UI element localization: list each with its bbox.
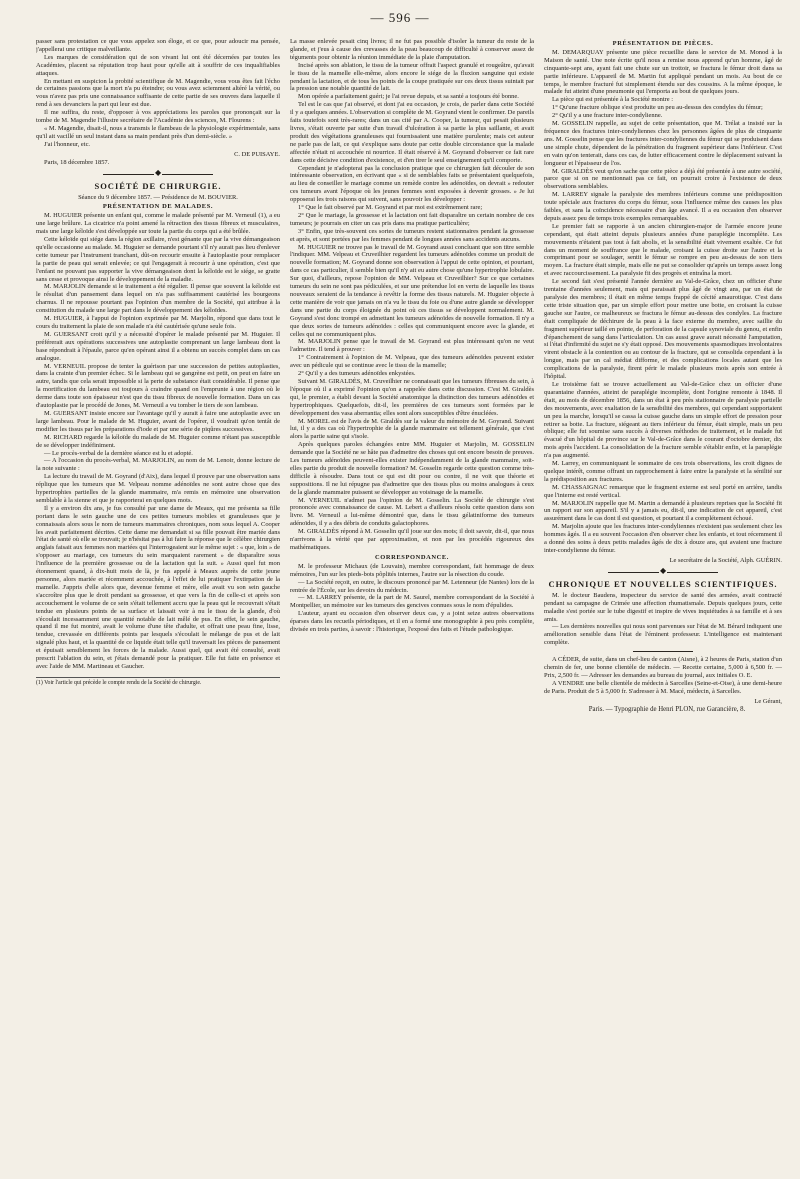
- paragraph: M. MARJOLIN rappelle que M. Martin a demandé à plusieurs reprises que la Société fit un rapport sur son appareil. S'il y a jamais eu, dit-il, une indication de cet appareil, c'est assurément dans le cas dont il est question, et pourtant il a complétement échoué.: [544, 499, 782, 523]
- column-1: [36, 38, 280, 1158]
- paragraph: M. MARJOLIN pense que le travail de M. Goyrand est plus intéressant qu'on ne veut l'admettre. Il tend à prouver :: [290, 338, 534, 354]
- paragraph: Mon opérée a parfaitement guéri; je l'ai revue depuis, et sa santé a toujours été bonne.: [298, 93, 519, 101]
- paragraph: Cette kéloïde qui siége dans la région axillaire, n'est génante que par la vive démangeaison qu'elle occasionne au malade. M. Huguier se demande pourtant s'il n'y aurait pas lieu d'enlever cette tumeur par l'instrument tranchant, dût-on recourir ensuite à l'autoplastie pour remplacer la partie de peau qui serait enlevée; ce qui l'engagerait à recourir à une opération, c'est que l'enfant ne pouvant pas supporter la vive démangeaison dont la kéloïde est le siége, se gratte sans cesse et provoque ainsi le développement de la maladie.: [36, 236, 280, 283]
- ornament-divider: [608, 569, 718, 575]
- paragraph: La masse enlevée pesait cinq livres; il ne fut pas possible d'isoler la tumeur du reste de la glande, et j'eus à cause des crevasses de la peau beaucoup de difficulté à conserver assez de téguments pour obtenir la réunion immédiate de la plaie d'amputation.: [290, 38, 534, 61]
- advertisement: A CÉDER, de suite, dans un chef-lieu de canton (Aisne), à 2 heures de Paris, station d'un chemin de fer, une bonne clientèle de médecin. — Recette certaine, 5,000 à 6,500 fr. — Prix, 2,500 fr. — Adresser les demandes au bureau du journal, aux initiales O. E.: [544, 656, 782, 679]
- paragraph: 1° Qu'une fracture oblique s'est produite un peu au-dessus des condyles du fémur;: [552, 104, 763, 112]
- paragraph: Il y a environ dix ans, je fus consulté par une dame de Meaux, qui me présenta sa fille portant dans le sein gauche une de ces petites tumeurs mobiles et granuleuses que je connaissais alors sous le nom de tumeurs mammaires chroniques, nom sous lequel A. Cooper les avait parfaitement décrites. Cette dame me demandait si sa fille pouvait être mariée dans l'état de santé où elle se trouvait; je n'hésitai pas à lui faire la réponse que le célèbre chirurgien anglais faisait aux femmes non mariées qui l'interrogeaient sur le même sujet : « que, loin » de s'opposer au mariage, ces tumeurs du sein marquaient rarement » de disparaître sous l'influence de la première grossesse ou de la lactation qui la suit. » Aussi quel fut mon étonnement quand, à dix-huit mois de là, je fus appelé à Meaux auprès de cette jeune personne, alors mariée et récemment accouchée, à l'effet de lui pratiquer l'extirpation de la mamelle. J'appris d'elle alors que, devenue femme et mère, elle avait vu son sein gauche s'accroître plus que le droit pendant sa grossesse, et que vers la fin de celle-ci et après son accouchement le volume de ce sein s'était tellement accru que la peau qui le recouvrait s'était tendue en plusieurs points de sa surface et laissait voir à nu le tissu de la glande, d'où s'écoulait incessamment une quantité notable de lait mêlé de pus. En effet, le sein gauche, quand il me fut montré, avait le volume d'une tête d'adulte, et offrait une peau fine, lisse, tendue, crevassée en différents points par lesquels s'écoulait le mélange de pus et de lait signalé plus haut, et la quantité de ce liquide était telle qu'il traversait les pièces de pansement et épuisait sensiblement les forces de la malade. Aussi quel, qui avait été consulté, avait prescrit l'ablation du sein, et j'étais demandé pour la pratiquer. Elle fut faite en présence et avec l'aide de MM. Martineau et Gaucher.: [36, 504, 280, 670]
- paragraph: M. GUERSANT croit qu'il y a nécessité d'opérer le malade présenté par M. Huguier. Il préférerait aux opérations successives une autoplastie comprenant un large lambeau dont la base répondrait à l'épaule, parce qu'en opérant ainsi il a obtenu un succès complet dans un cas analogue.: [36, 330, 280, 362]
- paragraph: — Les dernières nouvelles qui nous sont parvenues sur l'état de M. Bérard indiquent une amélioration sensible dans l'état de l'éminent professeur. L'intelligence est maintenant complète.: [544, 623, 782, 647]
- society-title: SOCIÉTÉ DE CHIRURGIE.: [94, 180, 222, 191]
- paragraph: Le second fait s'est présenté l'année dernière au Val-de-Grâce, chez un officier d'une trentaine d'années seulement, mais qui paraissait plus âgé de vingt ans, par un état de paralysie des membres; il était en même temps frappé de cécité amaurotique. C'est dans cette triste situation que, par un simple effort pour mettre une botte, en croisant la cuisse gauche sur l'autre, ce malheureux se fractura le fémur au-dessus des condyles. La fracture était compliquée de déchirure de la peau à la face externe du membre, avec saillie du fragment supérieur taillé en pointe, de perforation de la capsule synoviale du genou, et enfin d'épanchement de sang dans l'articulation. Un cas aussi grave aurait nécessité l'amputation, si l'état d'infirmité du sujet ne s'y était opposé. Des mouvements spasmodiques involontaires virent obstacle à la contention ou au contour de la fracture, qui se consolida cependant à la longue, mais par un cal médiat difforme, et des complications locales autant que les complications de la paralysie, firent périr le malade plusieurs mois après son entrée à l'hôpital.: [544, 278, 782, 381]
- paragraph: — M. LARREY présente, de la part de M. Saurel, membre correspondant de la Société à Montpellier, un mémoire sur les tumeurs des gencives connues sous le nom d'épulides.: [290, 594, 534, 610]
- section-title: PRÉSENTATION DE MALADES.: [102, 203, 214, 211]
- paragraph: Le troisième fait se trouve actuellement au Val-de-Grâce chez un officier d'une quarantaine d'années, atteint de paraplégie incomplète, dont l'origine remonte à 1848. Il était, au mois de décembre 1856, dans un état à peu près stationnaire de paralysie partielle des mouvements, avec exaltation de la sensibilité des membres, qui cependant supportaient un peu la marche, lorsqu'il se cassa la cuisse gauche dans un simple effort de pression pour retirer sa botte. La fracture, siégeant au tiers inférieur du fémur, était simple, mais un peu oblique; elle fut soumise sans succès à diverses méthodes de traitement, et le malade fut évacué d'un hôpital de province sur le Val-de-Grâce dans le courant d'octobre dernier, dix mois après l'accident. La consolidation de la fracture semble s'établir enfin, et la paraplégie n'a pas augmenté.: [544, 380, 782, 460]
- divider: [633, 651, 693, 652]
- paragraph: passer sans protestation ce que vous appelez son éloge, et ce que, pour adoucir ma pensée, j'appellerai une critique malveillante.: [36, 38, 280, 53]
- paragraph: Après quelques paroles échangées entre MM. Huguier et Marjolin, M. GOSSELIN demande que la Société ne se hâte pas d'admettre des choses qui ont encore besoin de preuves. Les tumeurs adénoïdes peuvent-elles exister indépendamment de la glande mammaire, soit-elles partie du produit de nouvelle formation? M. Gosselin regarde cette question comme très-difficile à résoudre. Dans tout ce qui est dit pour ou contre, il ne voit que théorie et suppositions. Il ne lui répugne pas d'admettre que des tissus plus ou moins analogues à ceux de la glande mammaire puissent se développer au voisinage de la mamelle.: [290, 441, 534, 496]
- paragraph: M. GIRALDÈS veut qu'on sache que cette pièce a déjà été présentée à une autre société, parce que si on ne mentionnait pas ce fait, on pourrait croire à l'existence de deux observations semblables.: [544, 167, 782, 191]
- paragraph: M. HUGUIER ne trouve pas le travail de M. Goyrand aussi concluant que son titre semble l'indiquer. MM. Velpeau et Cruveilhier regardent les tumeurs adénoïdes comme un produit de nouvelle formation; M. Goyrand donne son observation à l'appui de cette opinion, et pourtant, dans ce cas particulier, il semble bien qu'il n'y ait eu autre chose qu'une hypertrophie lobulaire. Sur quoi, d'ailleurs, repose l'opinion de MM. Velpeau et Cruveilhier? Sur ce que certaines tumeurs du sein ne sont pas pédiculées, et sur une prétendue loi en vertu de laquelle les tissus nouveaux seraient de la tendance à revêtir la forme des tissus naturels. M. Huguier objecte à cette manière de voir que jamais on n'a vu le tissu du foie ou d'une autre glande se développer dans une partie du corps éloignée du point où ces tissus se développent normalement. M. Goyrand s'est donc trompé en admettant les tumeurs adénoïdes de nouvelle formation. Il n'y a que deux sortes de tumeurs adénoïdes : celles qui communiquent encore avec la glande, et celles qui ne communiquent plus.: [290, 243, 534, 338]
- paragraph: Suivant M. GIRALDÈS, M. Cruveilhier ne connaissait que les tumeurs fibreuses du sein, à l'époque où il a exprimé l'opinion qu'on a rappelée dans cette discussion. C'est M. Giraldès qui, le premier, a établi devant la Société anatomique la distinction des tumeurs adénoïdes et hypertrophiques. Quelquefois, dit-il, les premières de ces tumeurs sont formées par le développement des vasa aberrantia; elles sont alors susceptibles d'être énucléées.: [290, 377, 534, 417]
- paragraph: J'ai l'honneur, etc.: [44, 140, 91, 148]
- paragraph: La pièce qui est présentée à la Société montre :: [552, 96, 674, 104]
- paragraph: M. GOSSELIN rappelle, au sujet de cette présentation, que M. Trélat a insisté sur la fréquence des fractures inter-condyliennes chez les personnes âgées de plus de cinquante ans. M. Gosselin pense que les fractures inter-condyliennes du fémur qui se produisent dans une simple chute, dépendent de la pénétration du fragment supérieur dans l'inférieur. C'est en vain qu'on tenterait, dans ces cas, de lutter efficacement contre le déplacement suivant la longueur et l'épaisseur de l'os.: [544, 120, 782, 167]
- paragraph: — La Société reçoit, en outre, le discours prononcé par M. Letenneur (de Nantes) lors de la rentrée de l'École, sur les devoirs du médecin.: [290, 578, 534, 594]
- page-number: — 596 —: [370, 10, 430, 25]
- paragraph: 2° Qu'il y a des tumeurs adénoïdes enkystées.: [298, 370, 416, 378]
- paragraph: L'auteur, ayant eu occasion d'en observer deux cas, y a joint seize autres observations éparses dans les recueils périodiques, et il en a formé une monographie à peu près complète, divisée en trois parties, à savoir : l'historique, l'exposé des faits et l'étude pathologique.: [290, 610, 534, 634]
- printer-imprint: Paris. — Typographie de Henri PLON, rue Garancière, 8.: [588, 705, 746, 713]
- paragraph: M. Larrey, en communiquant le sommaire de ces trois observations, les croit dignes de quelque intérêt, comme offrant un rapprochement à faire entre la paralysie et la sénilité sur la prédisposition aux fractures.: [544, 460, 782, 483]
- paragraph: 2° Que le mariage, la grossesse et la lactation ont fait disparaître un certain nombre de ces tumeurs; je pourrais en citer un cas pris dans ma pratique particulière;: [290, 211, 534, 227]
- paragraph: M. LARREY signale la paralysie des membres inférieurs comme une prédisposition toute spéciale aux fractures du corps du fémur, sous l'influence même des causes les plus faibles, et sans la coïncidence nécessaire d'un âge avancé. Il a eu occasion d'en observer depuis assez peu de temps trois exemples remarquables.: [544, 191, 782, 222]
- paragraph: 1° Que le fait observé par M. Goyrand et par moi est extrêmement rare;: [298, 204, 483, 212]
- letter-signature: C. DE PUISAYE.: [234, 150, 280, 158]
- paragraph: M. HUGUIER, à l'appui de l'opinion exprimée par M. Marjolin, répond que dans tout le cours du traitement la plaie de son malade n'a été cautérisée qu'une seule fois.: [36, 315, 280, 330]
- column-3: [544, 38, 782, 1158]
- paragraph: « M. Magendie, disait-il, nous a transmis le flambeau de la physiologie expérimentale, sans qu'il ait vacillé un seul instant dans sa main pendant près d'un demi-siècle. »: [36, 124, 280, 140]
- section-title: CORRESPONDANCE.: [375, 553, 449, 561]
- paragraph: Les marques de considération qui de son vivant lui ont été décernées par toutes les Académies, placent sa réputation trop haut pour qu'elle ait à souffrir de ces inqualifiables attaques.: [36, 53, 280, 77]
- secretary-signature: Le secrétaire de la Société, Alph. GUÉRIN.: [669, 556, 782, 564]
- ornament-divider: [103, 171, 213, 177]
- paragraph: M. CHASSAIGNAC remarque que le fragment externe est seul porté en arrière, tandis que l'interne est resté vertical.: [544, 483, 782, 499]
- paragraph: — Le procès-verbal de la dernière séance est lu et adopté.: [44, 449, 193, 457]
- paragraph: M. HUGUIER présente un enfant qui, comme le malade présenté par M. Verneuil (1), a eu une large brûlure. La cicatrice n'a point amené la rétraction des tissus fibreux et musculaires, mais une large kéloïde s'est développée sur toute la partie du corps qui a été brûlée.: [36, 212, 280, 236]
- paragraph: M. GIRALDÈS répond à M. Gosselin qu'il joue sur des mots; il doit savoir, dit-il, que nous n'arrivons à la vérité que par approximation, et non par les procédés rigoureux des mathématiques.: [290, 528, 534, 551]
- paragraph: M. VERNEUIL n'admet pas l'opinion de M. Gosselin. La Société de chirurgie s'est prononcée avec connaissance de cause. M. Lebert a d'ailleurs résolu cette question dans son livre. M. Verneuil a lui-même démontré que, dans le tissu gélatiniforme des tumeurs adénoïdes, il y a des débris de conduits galactophores.: [290, 496, 534, 528]
- gerant-label: Le Gérant,: [754, 697, 782, 705]
- paragraph: M. le docteur Baudens, inspecteur du service de santé des armées, avait contracté pendant sa campagne de Crimée une affection rhumatismale. Depuis quelques jours, cette maladie s'est portée sur le tube digestif et inspire de vives inquiétudes à sa famille et à ses amis.: [544, 591, 782, 623]
- section-title: PRÉSENTATION DE PIÈCES.: [612, 40, 714, 47]
- chronicle-title: CHRONIQUE ET NOUVELLES SCIENTIFIQUES.: [548, 578, 778, 589]
- paragraph: M. le professeur Michaux (de Louvain), membre correspondant, fait hommage de deux mémoires, l'un sur les pieds-bots pôplités internes, l'autre sur la résection du coude.: [290, 562, 534, 578]
- paragraph: En mettant en suspicion la probité scientifique de M. Magendie, vous vous êtes fait l'écho de certaines passions que la mort n'a pu éteindre; ou vous avez sciemment altéré la vérité, ou vous n'avez pas pris une connaissance suffisante de cette partie de ses œuvres dans laquelle il rend à ses devanciers la part qui leur est due.: [36, 77, 280, 109]
- paragraph: M. VERNEUIL propose de tenter la guérison par une succession de petites autoplasties, dans la crainte d'un premier échec. Si le lambeau qui se gangrène est petit, on peut en faire un autre, tandis que cela serait impossible si la perte de substance était considérable. Il pense que la mortification du lambeau est toujours à craindre quand on l'emprunte à une région où le derme dans toute son épaisseur n'est que du tissu fibreux de nouvelle formation. Dans un cas d'autoplastie par le procédé de Jones, M. Verneuil a vu tomber le tiers de son lambeau.: [36, 362, 280, 410]
- paragraph: Incisé après son ablation, le tissu de la tumeur offrait l'aspect granulé et rougeâtre, qu'avait le tissu de la mamelle elle-même, alors encore le siége de la fluxion sanguine qui existe pendant la lactation, et de tous les points de la coupe pratiquée sur ces deux tissus suintait par la pression une notable quantité de lait.: [290, 61, 534, 93]
- paragraph: M. RICHARD regarde la kéloïde du malade de M. Huguier comme n'étant pas susceptible de se développer indéfiniment.: [36, 433, 280, 449]
- paragraph: Il me suffira, du reste, d'opposer à vos appréciations les paroles que prononçait sur la tombe de M. Magendie l'illustre secrétaire de l'Académie des sciences, M. Flourens :: [36, 109, 280, 125]
- paragraph: La lecture du travail de M. Goyrand (d'Aix), dans lequel il prouve par une observation sans réplique que les tumeurs que M. Velpeau nomme adénoïdes ne sont autre chose que des hypertrophies partielles de la glande mammaire, m'a remis en mémoire une observation semblable à la sienne et que je rapporterai en quelques mots.: [36, 473, 280, 504]
- paragraph: 3° Enfin, que très-souvent ces sortes de tumeurs restent stationnaires pendant la grossesse et après, et sont portées par les femmes pendant de longues années sans accidents aucuns.: [290, 227, 534, 243]
- advertisement: A VENDRE une belle clientèle de médecin à Sarcelles (Seine-et-Oise), à une demi-heure de Paris. Produit de 5 à 5,000 fr. S'adresser à M. Macé, médecin, à Sarcelles.: [544, 679, 782, 695]
- paragraph: Cependant je n'adopterai pas la conclusion pratique que ce chirurgien fait découler de son intéressante observation, en écrivant que « si de semblables faits se présentaient quelquefois, au lieu de conseiller le mariage comme un remède contre les adénoïdes, on devrait » redouter ces tumeurs avant l'époque où les jeunes femmes sont exposées à devenir grosses. » Je lui opposerai les trois raisons qui suivent, sans pouvoir les développer :: [290, 164, 534, 204]
- paragraph: Le premier fait se rapporte à un ancien chirurgien-major de l'armée encore jeune cependant, qui était atteint depuis plusieurs années d'une paraplégie incomplète. Les mouvements n'étaient pas tout à fait abolis, et la sensibilité était vivement exaltée. Ce fut dans un moment de souffrance que le malade, croisant la cuisse droite sur l'autre et la comprimant pour se soulager, sentit le fémur se rompre en peu au-dessus de son tiers moyen. La fracture était simple, mais elle ne put se consolider qu'après un temps assez long et avec raccourcissement. La paralysie fit des progrès et entraîna la mort.: [544, 222, 782, 278]
- paragraph: M. MARJOLIN demande si le traitement a été régulier. Il pense que souvent la kéloïde est le résultat d'un pansement dans lequel on n'a pas suffisamment cautérisé les bourgeons charnus. Il ne repousse pourtant pas l'opinion d'un membre de la Société, qui attribue à la constitution du malade une large part dans le développement des kéloïdes.: [36, 283, 280, 315]
- paragraph: Tel est le cas que j'ai observé, et dont j'ai eu occasion, je crois, de parler dans cette Société il y a quelques années. L'observation si complète de M. Goyrand vient le confirmer. De pareils faits toutefois sont très-rares; dans un cas cité par A. Cooper, la tumeur, qui pesait plusieurs livres, s'était ouverte par suite d'un travail d'ulcération à sa partie la plus saillante, et avait produit des végétations granuleuses qui fournissaient une matière purulente; mais cet auteur ne parle pas de lait, ce qui s'explique sans doute par cette double circonstance que la malade affectée n'était ni accouchée ni nourrice. Il était réservé à M. Goyrand d'observer ce fait rare dans cette décisive condition d'existence, et d'en tirer le seul enseignement qu'il comporte.: [290, 101, 534, 164]
- letter-date: Paris, 18 décembre 1857.: [44, 158, 110, 166]
- column-2: [290, 38, 534, 1158]
- paragraph: 1° Contrairement à l'opinion de M. Velpeau, que des tumeurs adénoïdes peuvent exister avec un pédicule qui se continue avec le tissu de la mamelle;: [290, 354, 534, 370]
- paragraph: M. DEMARQUAY présente une pièce recueillie dans le service de M. Monod à la Maison de santé. Une note écrite qu'il nous a remise nous apprend qu'un homme, âgé de cinquante-sept ans, ayant fait une chute sur un trottoir, se fractura le fémur droit dans sa partie inférieure. L'appareil de M. Martin fut appliqué pendant un mois. Au bout de ce temps, le membre fracturé fut simplement étendu sur des coussins. A la même époque, le malade fut atteint d'une pneumonie qui l'emporta au bout de quelques jours.: [544, 48, 782, 96]
- paragraph: — A l'occasion du procès-verbal, M. MARJOLIN, au nom de M. Lenoir, donne lecture de la note suivante :: [36, 457, 280, 473]
- paragraph: M. GUERSANT insiste encore sur l'avantage qu'il y aurait à faire une autoplastie avec un large lambeau. Pour le malade de M. Huguier, avant de l'opérer, il voudrait qu'on tentât de modifier les tissus par les préparations d'iode et par une série de piqûres successives.: [36, 409, 280, 433]
- paragraph: M. MOREL est de l'avis de M. Giraldès sur la valeur du mémoire de M. Goyrand. Suivant lui, il y a des cas où l'hypertrophie de la glande mammaire est tellement générale, que c'est alors la partie saine qui s'isole.: [290, 417, 534, 441]
- footnote: (1) Voir l'article qui précède le compte rendu de la Société de chirurgie.: [36, 677, 280, 687]
- session-line: Séance du 9 décembre 1857. — Présidence de M. BOUVIER.: [78, 193, 238, 201]
- paragraph: 2° Qu'il y a une fracture inter-condylienne.: [552, 112, 663, 120]
- paragraph: M. Marjolin ajoute que les fractures inter-condyliennes n'existent pas seulement chez les hommes âgés. Il a eu souvent l'occasion d'en observer chez les enfants, et tout récemment il a donné des soins à deux petits malades âgés de dix à douze ans, qui avaient une fracture inter-condylienne du fémur.: [544, 523, 782, 554]
